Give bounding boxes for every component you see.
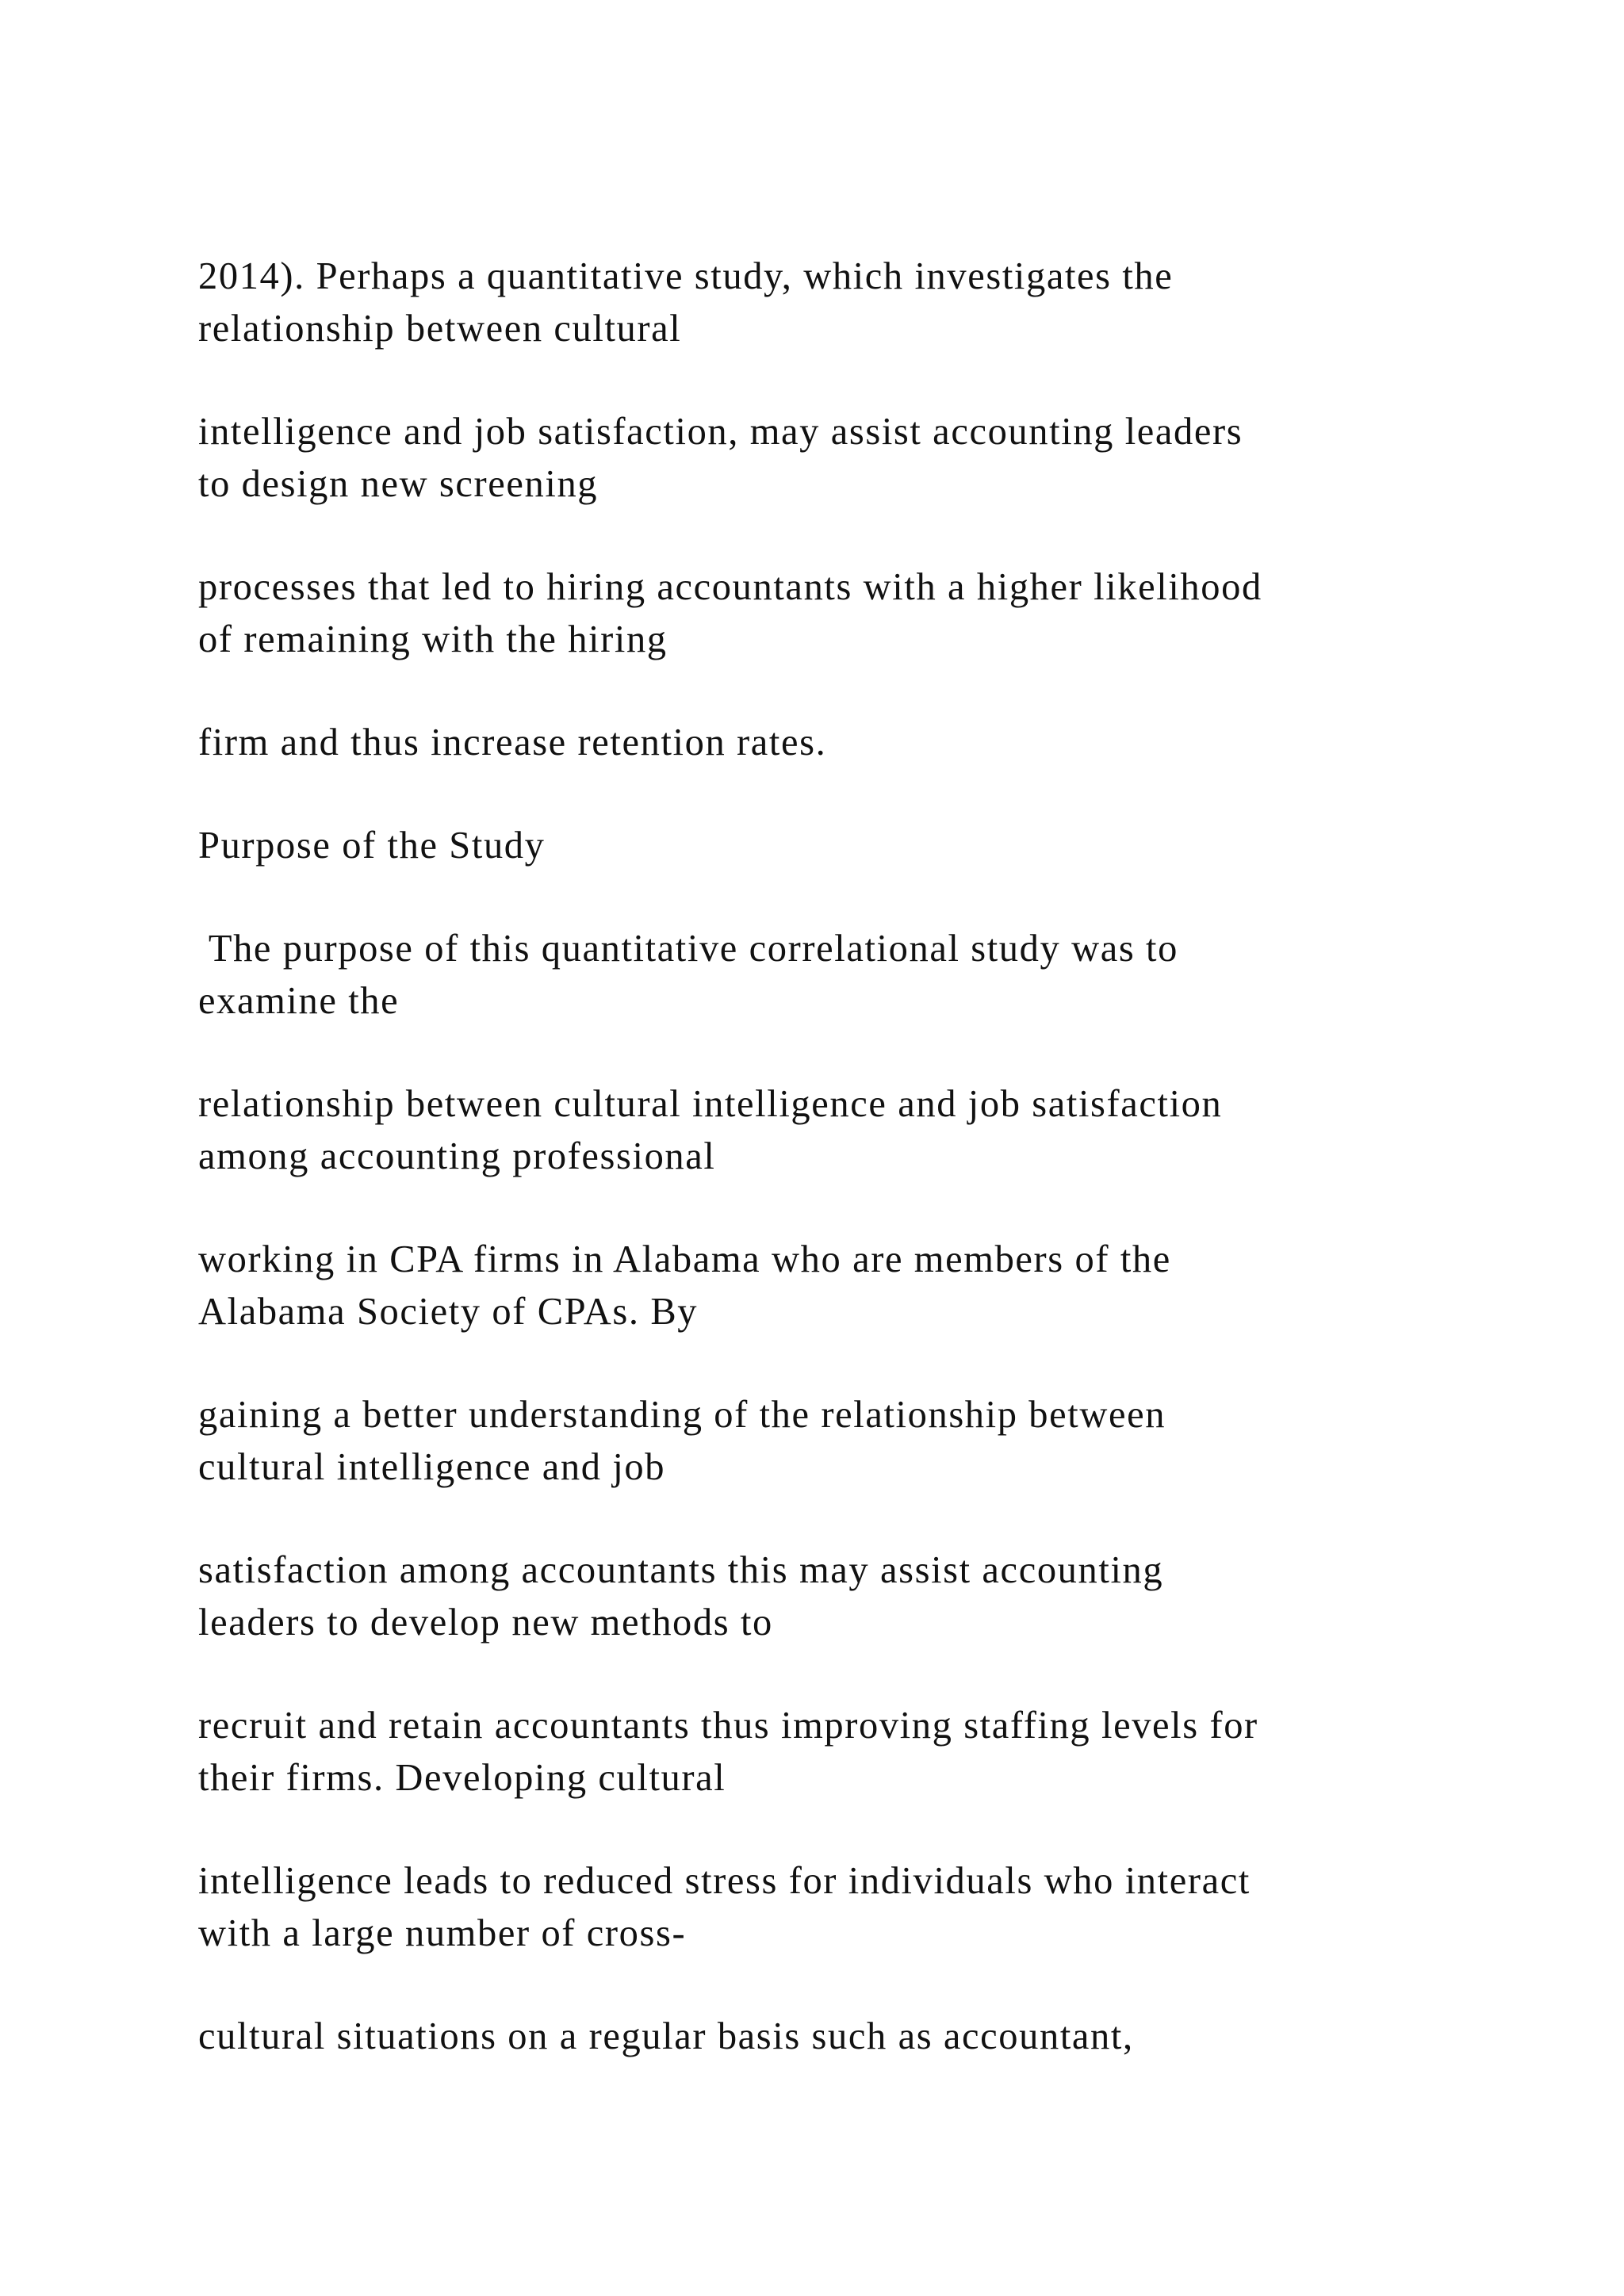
paragraph-13 [198,2011,1467,2063]
text-line: relationship between cultural intelligence and job satisfaction [198,1083,1223,1125]
text-line: gaining a better understanding of the relationship between [198,1394,1166,1436]
paragraph-2 [198,406,1467,511]
text-line: The purpose of this quantitative correlational study was to [198,928,1178,970]
text-line: among accounting professional [198,1135,716,1177]
paragraph-3 [198,561,1467,666]
text-line: cultural situations on a regular basis such as accountant, [198,2015,1134,2057]
document-body [198,251,1467,2114]
text-line: to design new screening [198,463,599,505]
paragraph-4 [198,717,1467,769]
text-line: satisfaction among accountants this may assist accounting [198,1549,1164,1591]
text-line: Alabama Society of CPAs. By [198,1291,699,1333]
section-heading-text: Purpose of the Study [198,825,546,867]
text-line: cultural intelligence and job [198,1446,666,1488]
paragraph-1 [198,251,1467,355]
text-line: leaders to develop new methods to [198,1601,773,1644]
paragraph-10 [198,1544,1467,1649]
paragraph-6 [198,923,1467,1027]
text-line: firm and thus increase retention rates. [198,721,827,763]
section-heading [198,820,1467,872]
text-line: intelligence leads to reduced stress for individuals who interact [198,1860,1251,1902]
paragraph-9 [198,1389,1467,1494]
text-line: 2014). Perhaps a quantitative study, which investigates the [198,255,1174,297]
text-line: intelligence and job satisfaction, may assist accounting leaders [198,411,1243,453]
paragraph-11 [198,1700,1467,1804]
text-line: processes that led to hiring accountants with a higher likelihood [198,566,1262,608]
text-line: their firms. Developing cultural [198,1757,726,1799]
text-line: relationship between cultural [198,308,682,350]
text-line: of remaining with the hiring [198,618,668,660]
text-line: recruit and retain accountants thus improving staffing levels for [198,1705,1258,1747]
paragraph-12 [198,1855,1467,1960]
text-line: working in CPA firms in Alabama who are members of the [198,1238,1171,1280]
text-line: with a large number of cross- [198,1912,687,1954]
paragraph-7 [198,1078,1467,1183]
text-line: examine the [198,980,400,1022]
paragraph-8 [198,1234,1467,1338]
